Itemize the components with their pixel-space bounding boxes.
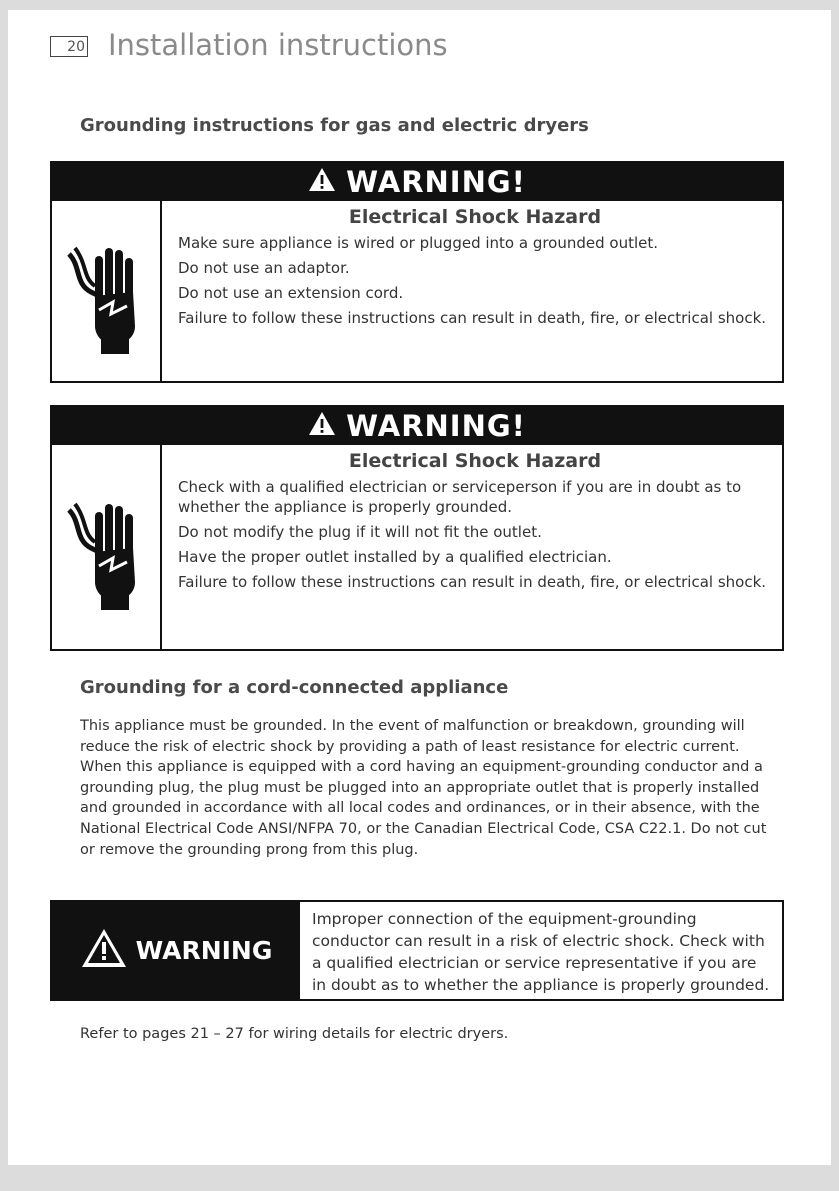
warning-line: Failure to follow these instructions can result in death, fire, or electrical shock. xyxy=(178,573,767,591)
section-heading-cord: Grounding for a cord-connected appliance xyxy=(80,677,509,698)
warning-bar xyxy=(52,407,782,445)
warning-triangle-icon xyxy=(308,165,336,199)
warning-label: WARNING! xyxy=(346,409,526,443)
warning-bar xyxy=(52,163,782,201)
section-heading-grounding: Grounding instructions for gas and electric dryers xyxy=(80,115,589,136)
page-number: 20 xyxy=(50,36,88,57)
hazard-title: Electrical Shock Hazard xyxy=(348,450,602,472)
warning-line: Have the proper outlet installed by a qualified electrician. xyxy=(178,548,612,566)
warning-line: Make sure appliance is wired or plugged into a grounded outlet. xyxy=(178,234,659,252)
hazard-title: Electrical Shock Hazard xyxy=(348,206,602,228)
refer-text: Refer to pages 21 – 27 for wiring details for electric dryers. xyxy=(80,1026,509,1042)
warning-triangle-icon xyxy=(308,409,336,443)
warning-label: WARNING xyxy=(135,936,273,965)
warning-line: Do not use an extension cord. xyxy=(178,284,404,302)
shock-hazard-icon xyxy=(52,201,162,381)
warning-banner-label-area xyxy=(52,902,300,999)
warning-triangle-icon xyxy=(80,927,128,975)
page-title: Installation instructions xyxy=(108,28,448,62)
warning-line: Do not use an adaptor. xyxy=(178,259,350,277)
warning-box-2 xyxy=(50,405,784,651)
body-paragraph: This appliance must be grounded. In the event of malfunction or breakdown, grounding will reduce the risk of electric shock by providing a path of least resistance for electric current. When this appliance is equipped with a cord having an equipment-grounding conductor and a grounding plug, the plug must be plugged into an appropriate outlet that is properly installed and grounded in accordance with all local codes and ordinances, or in their absence, with the National Electrical Code ANSI/NFPA 70, or the Canadian Electrical Code, CSA C22.1. Do not cut or remove the grounding prong from this plug. xyxy=(80,718,767,858)
warning-line: Check with a qualified electrician or serviceperson if you are in doubt as to whether the appliance is properly grounded. xyxy=(178,478,742,516)
warning-banner xyxy=(50,900,784,1001)
warning-box-1 xyxy=(50,161,784,383)
warning-label: WARNING! xyxy=(346,165,526,199)
warning-line: Do not modify the plug if it will not fit the outlet. xyxy=(178,523,542,541)
warning-banner-text: Improper connection of the equipment-grounding conductor can result in a risk of electric shock. Check with a qualified electrician or service representative if you are in doubt as to whether the appliance is properly grounded. xyxy=(312,910,770,994)
shock-hazard-icon xyxy=(52,445,162,649)
warning-line: Failure to follow these instructions can result in death, fire, or electrical shock. xyxy=(178,309,767,327)
